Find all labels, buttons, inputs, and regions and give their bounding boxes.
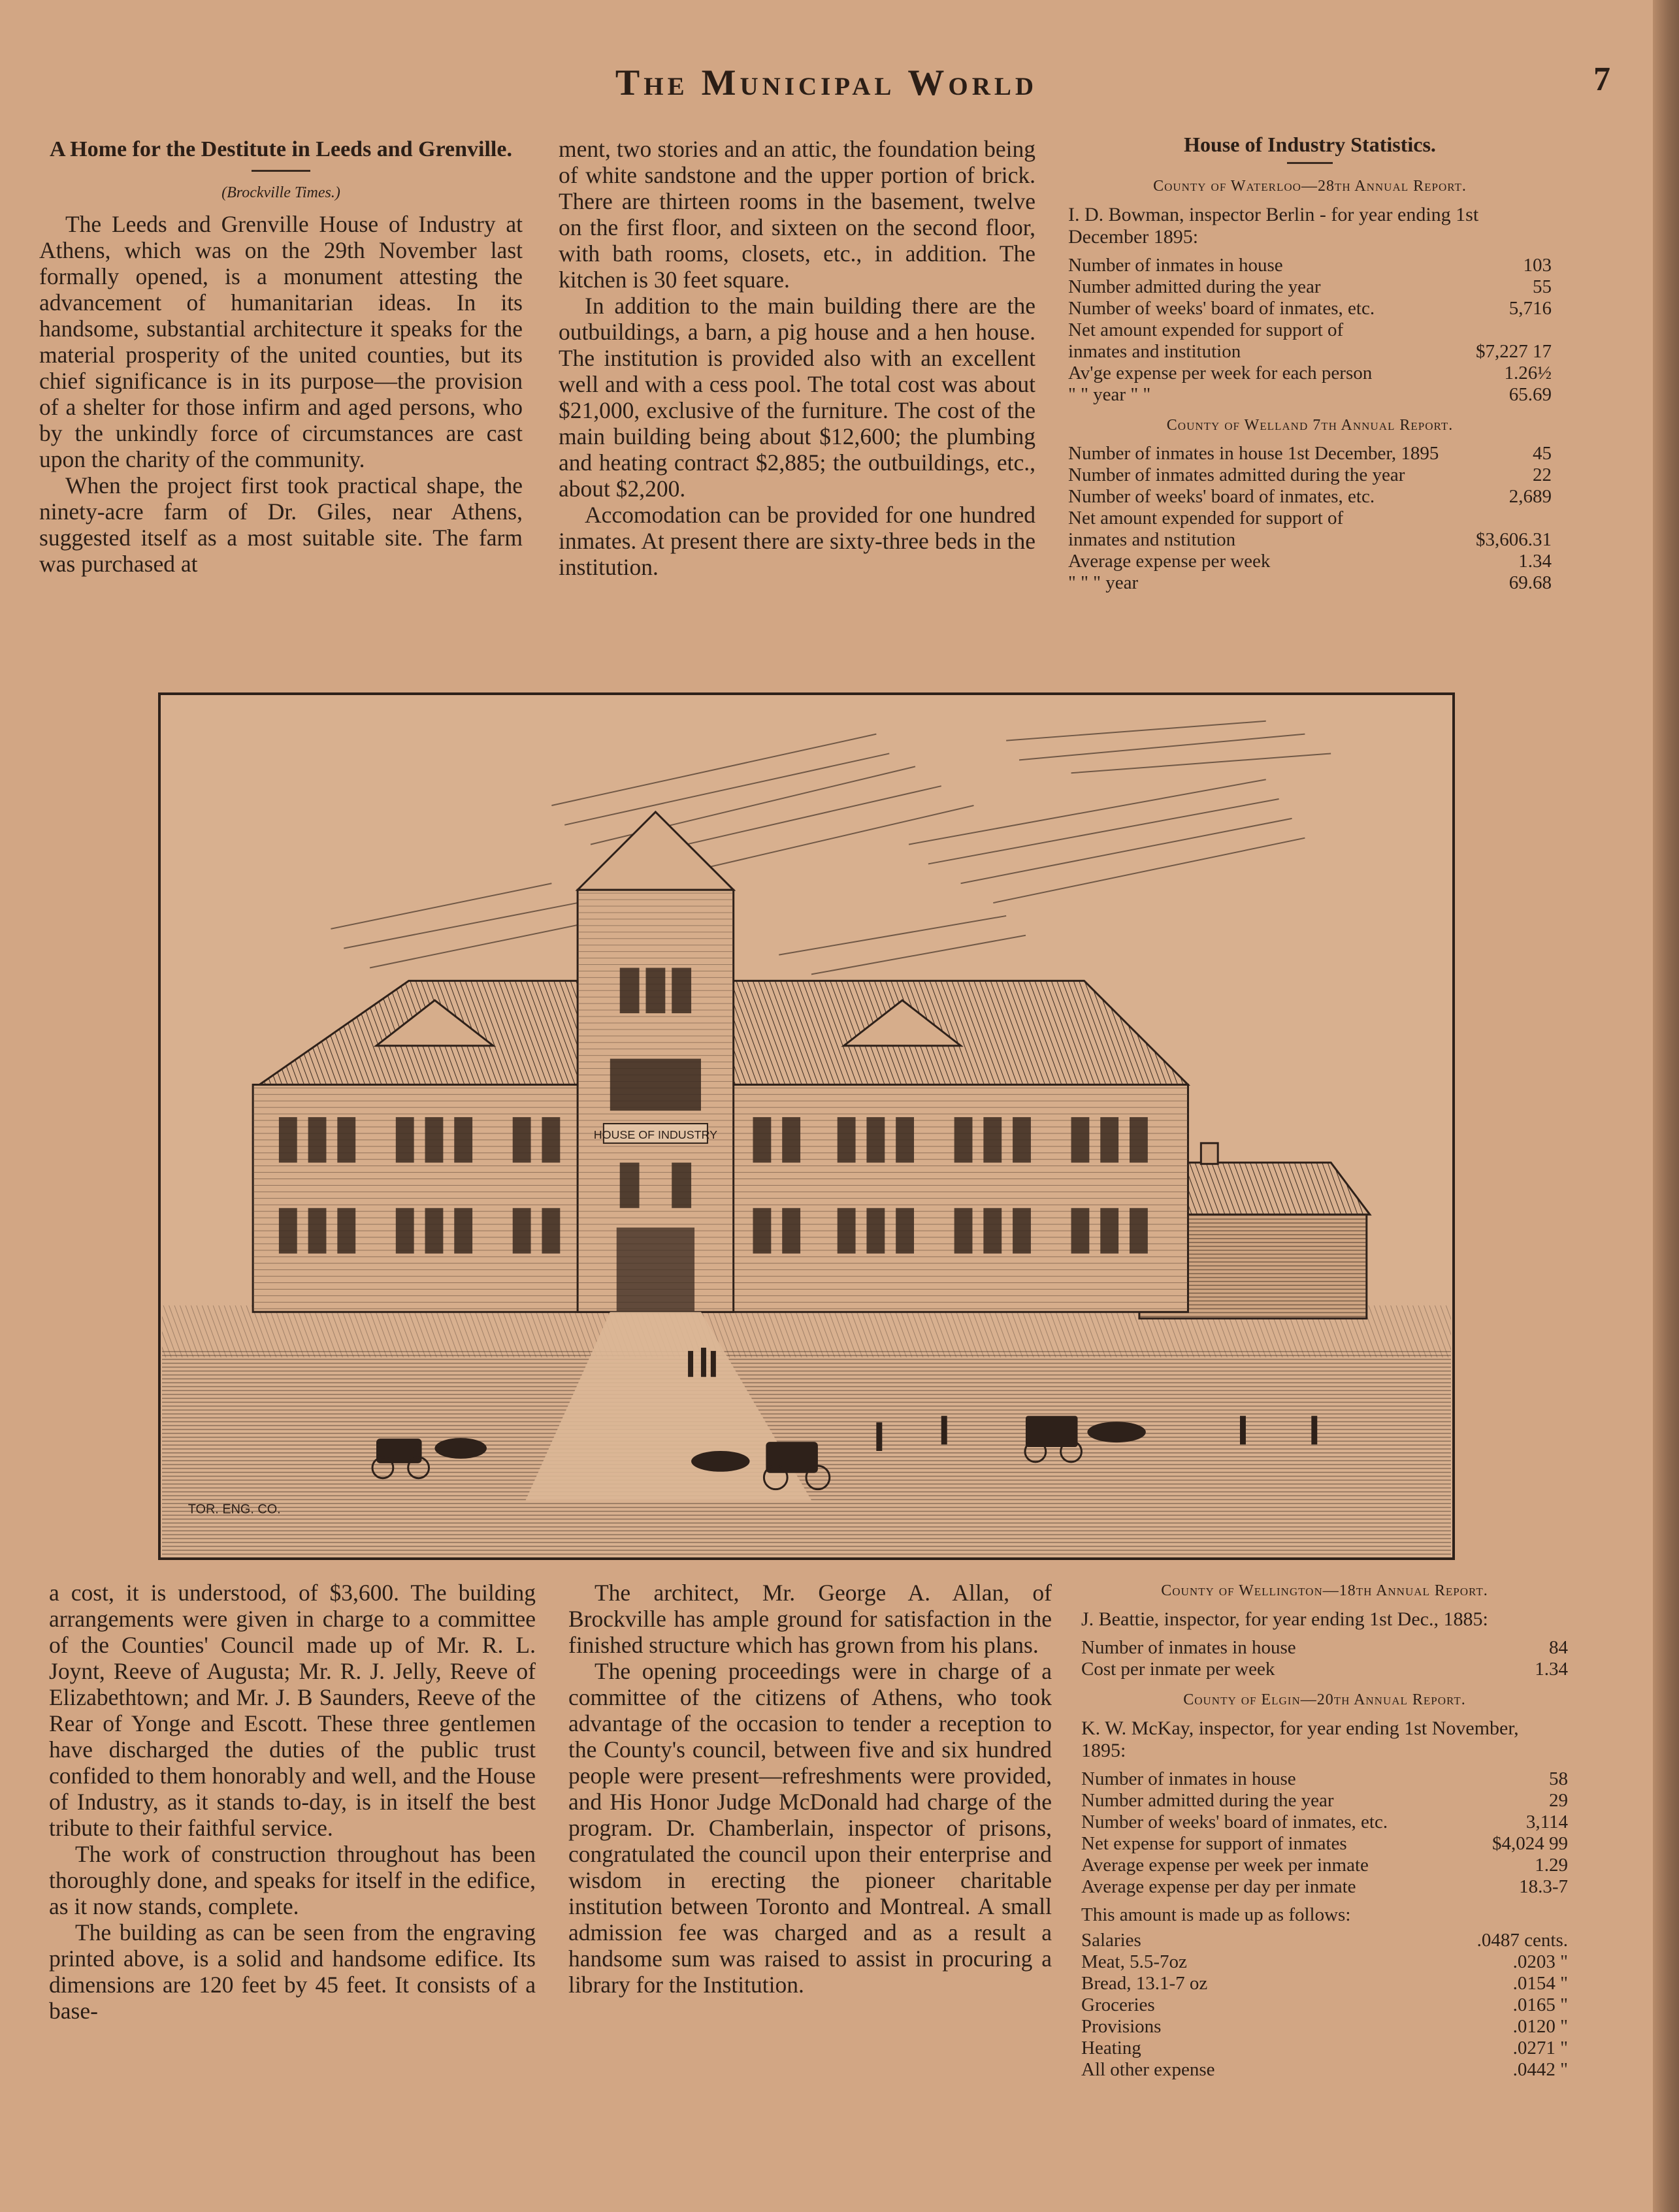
engraving-illustration xyxy=(161,695,1452,1557)
title-rule xyxy=(1287,162,1333,164)
breakdown-intro: This amount is made up as follows: xyxy=(1081,1904,1351,1925)
table-row xyxy=(1081,1812,1568,1833)
stats-table-elgin-breakdown xyxy=(1081,1930,1568,2081)
inspector-line: K. W. McKay, inspector, for year ending 1st November, 1895: xyxy=(1081,1717,1519,1761)
county-heading: County of Elgin—20th Annual Report. xyxy=(1183,1691,1466,1708)
title-rule xyxy=(252,170,310,172)
paragraph: The architect, Mr. George A. Allan, of Brockville has ample ground for satisfaction in the finished structure which has grown from his plans. xyxy=(568,1580,1052,1658)
table-row xyxy=(1068,464,1552,486)
row-label: Number of weeks' board of inmates, etc. xyxy=(1068,486,1375,507)
table-row xyxy=(1068,572,1552,594)
row-label: Cost per inmate per week xyxy=(1081,1659,1275,1680)
engraver-mark: TOR. ENG. CO. xyxy=(187,1502,281,1517)
page-edge xyxy=(1653,0,1679,2212)
article-title: A Home for the Destitute in Leeds and Grenville. xyxy=(50,137,512,161)
county-heading: County of Waterloo—28th Annual Report. xyxy=(1153,178,1467,195)
row-value: 103 xyxy=(1523,255,1552,276)
paragraph: a cost, it is understood, of $3,600. The building arrangements were given in charge to a committee of the Counties' Council made up of Mr. R. L. Joynt, Reeve of Augusta; Mr. R. J. Jelly, Reeve of Elizabethtown; and Mr. J. B Saunders, Reeve of the Rear of Yonge and Escott. These three gentlemen have discharged the duties of the public trust confided to them honorably and well, and the House of Industry, as it stands to-day, is in itself the best tribute to their faithful service. xyxy=(49,1580,536,1841)
row-label: Av'ge expense per week for each person xyxy=(1068,363,1373,383)
row-label: Number of inmates in house 1st December, 1895 xyxy=(1068,443,1439,464)
row-value: 1.29 xyxy=(1535,1855,1568,1876)
row-label: inmates and institution xyxy=(1068,341,1241,362)
row-value: 29 xyxy=(1549,1790,1568,1811)
table-row xyxy=(1068,529,1552,551)
table-row xyxy=(1081,1930,1568,1951)
main-building xyxy=(253,812,1188,1312)
table-row xyxy=(1068,276,1552,298)
row-value: 1.34 xyxy=(1518,551,1552,572)
row-value: 2,689 xyxy=(1508,486,1552,507)
paragraph: The opening proceedings were in charge of a committee of the citizens of Athens, who took advantage of the occasion to tender a reception to the County's council, between five and six hundred people were present—refreshments were provided, and His Honor Judge McDonald had charge of the program. Dr. Chamberlain, inspector of prisons, congratulated the council upon their enterprise and wisdom in erecting the pioneer charitable institution between Toronto and Montreal. A small admission fee was charged and as a result a handsome sum was raised to assist in procuring a library for the Institution. xyxy=(568,1658,1052,1998)
table-row xyxy=(1068,384,1552,406)
row-value: .0165 " xyxy=(1512,1994,1568,2015)
table-row xyxy=(1081,1768,1568,1790)
table-row xyxy=(1068,363,1552,384)
table-row xyxy=(1068,508,1552,529)
table-row xyxy=(1081,1790,1568,1812)
table-row xyxy=(1081,2038,1568,2059)
row-label: Net amount expended for support of xyxy=(1068,508,1344,529)
article-column-1-bottom xyxy=(49,1580,536,2024)
table-row xyxy=(1068,319,1552,341)
row-label: inmates and nstitution xyxy=(1068,529,1236,550)
entrance xyxy=(617,1228,694,1312)
row-value: 5,716 xyxy=(1508,298,1552,319)
table-row xyxy=(1068,298,1552,319)
row-label: Average expense per week per inmate xyxy=(1081,1855,1369,1876)
row-label: Number of weeks' board of inmates, etc. xyxy=(1068,298,1375,319)
sky-hatching xyxy=(331,721,1331,975)
page-title: The Municipal World xyxy=(615,63,1038,103)
stats-table-elgin xyxy=(1081,1768,1568,1898)
page-number: 7 xyxy=(1593,61,1610,98)
row-label: " " " year xyxy=(1068,572,1139,593)
building-engraving xyxy=(158,692,1455,1560)
row-label: All other expense xyxy=(1081,2059,1215,2080)
inspector-line: I. D. Bowman, inspector Berlin - for year ending 1st December 1895: xyxy=(1068,204,1479,248)
article-source: (Brockville Times.) xyxy=(221,184,340,201)
table-row xyxy=(1081,1973,1568,1994)
paragraph: Accomodation can be provided for one hundred inmates. At present there are sixty-three beds in the institution. xyxy=(559,502,1035,580)
row-label: Net expense for support of inmates xyxy=(1081,1833,1347,1854)
article-column-2-bottom xyxy=(568,1580,1052,1998)
row-value: 18.3-7 xyxy=(1519,1876,1568,1897)
paragraph: The Leeds and Grenville House of Industry at Athens, which was on the 29th November last formally opened, is a monument attesting the advancement of humanitarian ideas. In its handsome, substantial architecture it speaks for the material prosperity of the united counties, but its chief significance is in its purpose—the provision of a shelter for those infirm and aged persons, who by the unkindly force of circumstances are cast upon the charity of the community. xyxy=(39,211,523,472)
row-value: 55 xyxy=(1533,276,1552,297)
row-value: 1.34 xyxy=(1535,1659,1568,1680)
table-row xyxy=(1068,341,1552,363)
row-value: 58 xyxy=(1549,1768,1568,1789)
paragraph: ment, two stories and an attic, the foundation being of white sandstone and the upper portion of brick. There are thirteen rooms in the basement, twelve on the first floor, and sixteen on the second floor, with bath rooms, closets, etc., in addition. The kitchen is 30 feet square. xyxy=(559,136,1035,293)
paragraph: When the project first took practical shape, the ninety-acre farm of Dr. Giles, near Athens, suggested itself as a most suitable site. The farm was purchased at xyxy=(39,472,523,577)
article-column-2-top xyxy=(559,136,1035,580)
row-value: .0154 " xyxy=(1512,1973,1568,1994)
statistics-title: House of Industry Statistics. xyxy=(1184,133,1436,156)
table-row xyxy=(1068,255,1552,276)
row-label: Average expense per week xyxy=(1068,551,1271,572)
table-row xyxy=(1081,1637,1568,1659)
row-value: .0487 cents. xyxy=(1476,1930,1568,1951)
article-column-1-top xyxy=(39,136,523,577)
table-row xyxy=(1081,1855,1568,1876)
row-label: Number of inmates in house xyxy=(1081,1768,1296,1789)
row-label: Net amount expended for support of xyxy=(1068,319,1344,340)
row-label: Number admitted during the year xyxy=(1081,1790,1334,1811)
row-label: Groceries xyxy=(1081,1994,1155,2015)
statistics-column-top xyxy=(1068,134,1552,594)
row-label: Average expense per day per inmate xyxy=(1081,1876,1356,1897)
row-value: .0442 " xyxy=(1512,2059,1568,2080)
row-value: 45 xyxy=(1533,443,1552,464)
table-row xyxy=(1081,1876,1568,1898)
row-value: 22 xyxy=(1533,464,1552,485)
table-row xyxy=(1068,443,1552,464)
row-label: Meat, 5.5-7oz xyxy=(1081,1951,1187,1972)
row-label: Bread, 13.1-7 oz xyxy=(1081,1973,1208,1994)
row-value: 3,114 xyxy=(1525,1812,1568,1832)
row-value: 1.26½ xyxy=(1504,363,1552,383)
building-sign: HOUSE OF INDUSTRY xyxy=(593,1128,718,1141)
row-label: Number of inmates in house xyxy=(1081,1637,1296,1658)
paragraph: The work of construction throughout has been thoroughly done, and speaks for itself in the edifice, as it now stands, complete. xyxy=(49,1841,536,1919)
row-label: Number of inmates in house xyxy=(1068,255,1283,276)
row-value: 69.68 xyxy=(1508,572,1552,593)
table-row xyxy=(1081,2059,1568,2081)
row-value: $4,024 99 xyxy=(1492,1833,1568,1854)
row-label: Salaries xyxy=(1081,1930,1141,1951)
row-label: Number admitted during the year xyxy=(1068,276,1321,297)
paragraph: The building as can be seen from the engraving printed above, is a solid and handsome edifice. Its dimensions are 120 feet by 45 feet. It consists of a base- xyxy=(49,1919,536,2024)
row-value: .0120 " xyxy=(1512,2016,1568,2037)
table-row xyxy=(1081,1951,1568,1973)
table-row xyxy=(1068,551,1552,572)
paragraph: In addition to the main building there are the outbuildings, a barn, a pig house and a hen house. The institution is provided also with an excellent well and with a cess pool. The total cost was about $21,000, exclusive of the furniture. The cost of the main building being about $12,600; the plumbing and heating contract $2,885; the outbuildings, etc., about $2,200. xyxy=(559,293,1035,502)
table-row xyxy=(1081,1659,1568,1680)
stats-table-welland xyxy=(1068,443,1552,594)
county-heading: County of Welland 7th Annual Report. xyxy=(1166,417,1454,434)
row-label: " " year " " xyxy=(1068,384,1151,405)
table-row xyxy=(1081,2016,1568,2038)
inspector-line: J. Beattie, inspector, for year ending 1st Dec., 1885: xyxy=(1081,1608,1488,1630)
statistics-column-bottom xyxy=(1081,1571,1568,2081)
table-row xyxy=(1068,486,1552,508)
stats-table-wellington xyxy=(1081,1637,1568,1680)
table-row xyxy=(1081,1994,1568,2016)
table-row xyxy=(1081,1833,1568,1855)
county-heading: County of Wellington—18th Annual Report. xyxy=(1161,1582,1488,1599)
row-label: Heating xyxy=(1081,2038,1141,2058)
row-value: .0271 " xyxy=(1512,2038,1568,2058)
row-label: Number of inmates admitted during the year xyxy=(1068,464,1405,485)
row-value: $3,606.31 xyxy=(1476,529,1552,550)
row-label: Number of weeks' board of inmates, etc. xyxy=(1081,1812,1388,1832)
row-value: .0203 " xyxy=(1512,1951,1568,1972)
row-value: 65.69 xyxy=(1508,384,1552,405)
row-value: $7,227 17 xyxy=(1476,341,1552,362)
row-label: Provisions xyxy=(1081,2016,1162,2037)
stats-table-waterloo xyxy=(1068,255,1552,406)
row-value: 84 xyxy=(1549,1637,1568,1658)
